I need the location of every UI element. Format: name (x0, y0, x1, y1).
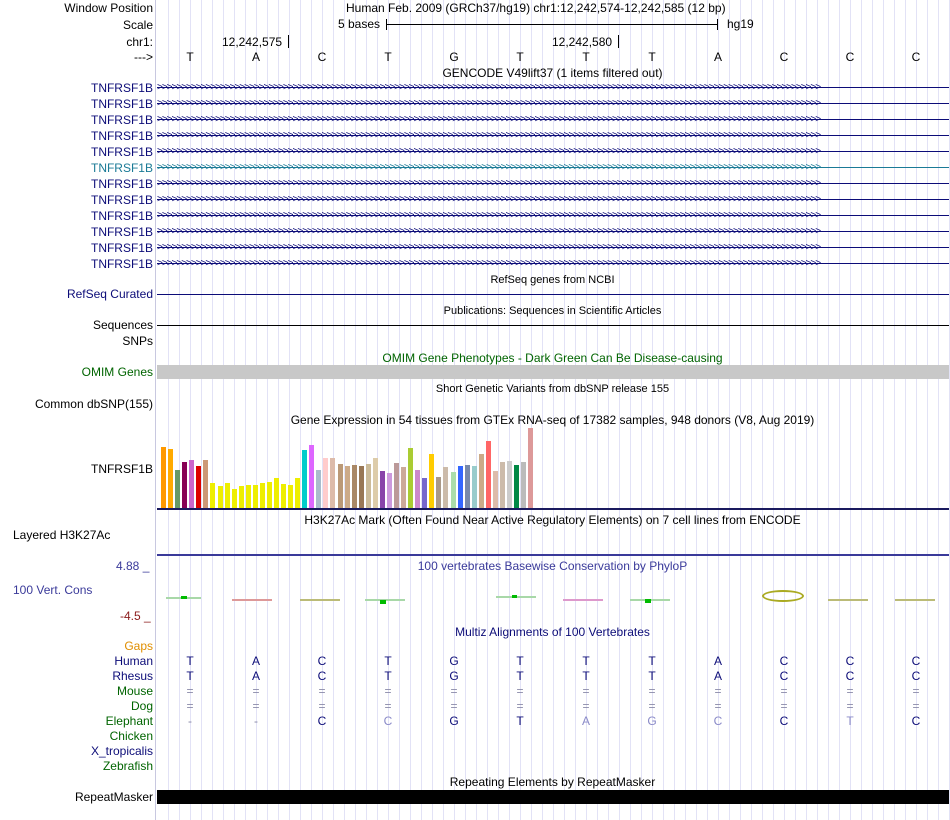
alignment-base: C (911, 669, 921, 683)
strand-arrows: >>>>>>>>>>>>>>>>>>>>>>>>>>>>>>>>>>>>>>>>>>>>>>>>>>>>>>>>>>>>>>>>>>>>>>>>>>>>>>>>>>>>>>>>>>>>>>>>>>>>>>>>>>>>>>>>>>>>>>>>>>>>>>>>>>>>>>>>> (157, 258, 821, 269)
gtex-tissue-bar[interactable] (521, 462, 526, 508)
dna-base: C (317, 50, 327, 64)
window-position-value: Human Feb. 2009 (GRCh37/hg19) chr1:12,242,574-12,242,585 (12 bp) (346, 1, 726, 15)
dbsnp-track-title[interactable]: Short Genetic Variants from dbSNP release 155 (435, 383, 670, 395)
phylop-loop-mark (762, 590, 804, 602)
species-label[interactable]: X_tropicalis (90, 744, 153, 758)
omim-track-title[interactable]: OMIM Gene Phenotypes - Dark Green Can Be Disease-causing (382, 351, 723, 365)
gtex-tissue-bar[interactable] (239, 486, 244, 508)
alignment-base: A (251, 669, 260, 683)
gencode-transcript[interactable] (157, 178, 949, 190)
gtex-tissue-bar[interactable] (507, 461, 512, 508)
dna-base: T (516, 50, 524, 64)
gencode-transcript[interactable] (157, 114, 949, 126)
alignment-base: G (647, 714, 657, 728)
alignment-base: T (186, 669, 194, 683)
coord-label-2: 12,242,580 (552, 35, 613, 49)
strand-arrows: >>>>>>>>>>>>>>>>>>>>>>>>>>>>>>>>>>>>>>>>>>>>>>>>>>>>>>>>>>>>>>>>>>>>>>>>>>>>>>>>>>>>>>>>>>>>>>>>>>>>>>>>>>>>>>>>>>>>>>>>>>>>>>>>>>>>>>>>> (157, 98, 821, 109)
dna-base: T (186, 50, 194, 64)
gtex-tissue-bar[interactable] (458, 466, 463, 508)
species-label[interactable]: Chicken (109, 729, 153, 743)
alignment-base: = (714, 684, 722, 698)
gtex-tissue-bar[interactable] (429, 454, 434, 508)
strand-arrows: >>>>>>>>>>>>>>>>>>>>>>>>>>>>>>>>>>>>>>>>>>>>>>>>>>>>>>>>>>>>>>>>>>>>>>>>>>>>>>>>>>>>>>>>>>>>>>>>>>>>>>>>>>>>>>>>>>>>>>>>>>>>>>>>>>>>>>>>> (157, 130, 821, 141)
alignment-base: = (450, 699, 458, 713)
alignment-base: C (383, 714, 393, 728)
phylop-mark (380, 600, 386, 604)
alignment-base: = (450, 684, 458, 698)
alignment-base: = (912, 699, 920, 713)
gtex-tissue-bar[interactable] (196, 466, 201, 508)
alignment-base: T (582, 654, 590, 668)
scale-label[interactable]: Scale (122, 18, 153, 32)
gtex-tissue-bar[interactable] (394, 463, 399, 508)
strand-arrows: >>>>>>>>>>>>>>>>>>>>>>>>>>>>>>>>>>>>>>>>>>>>>>>>>>>>>>>>>>>>>>>>>>>>>>>>>>>>>>>>>>>>>>>>>>>>>>>>>>>>>>>>>>>>>>>>>>>>>>>>>>>>>>>>>>>>>>>>> (157, 146, 821, 157)
gtex-tissue-bar[interactable] (175, 470, 180, 508)
scale-bar (386, 24, 718, 25)
gencode-transcript-label[interactable]: TNFRSF1B (90, 177, 153, 191)
gtex-tissue-bar[interactable] (366, 464, 371, 508)
coord-label-1: 12,242,575 (222, 35, 283, 49)
alignment-base: = (582, 684, 590, 698)
scale-bar-right-tick (717, 19, 718, 30)
dna-base: T (582, 50, 590, 64)
phylop-mark (512, 595, 517, 598)
alignment-base: T (648, 669, 656, 683)
gencode-transcript-label[interactable]: TNFRSF1B (90, 129, 153, 143)
gencode-transcript[interactable] (157, 242, 949, 254)
gencode-transcript[interactable] (157, 162, 949, 174)
multiz-track-title[interactable]: Multiz Alignments of 100 Vertebrates (455, 625, 650, 639)
alignment-base: = (186, 699, 194, 713)
sequences-label[interactable]: Sequences (92, 318, 153, 332)
gtex-track-title[interactable]: Gene Expression in 54 tissues from GTEx RNA-seq of 17382 samples, 948 donors (V8, Aug 2019) (290, 413, 815, 427)
phylop-mark (181, 596, 187, 599)
phylop-segment (563, 599, 603, 601)
alignment-base: G (449, 714, 459, 728)
gtex-tissue-bar[interactable] (387, 473, 392, 508)
species-label[interactable]: Mouse (116, 684, 153, 698)
chrom-label[interactable]: chr1: (126, 35, 153, 49)
gtex-tissue-bar[interactable] (443, 467, 448, 508)
strand-arrows: >>>>>>>>>>>>>>>>>>>>>>>>>>>>>>>>>>>>>>>>>>>>>>>>>>>>>>>>>>>>>>>>>>>>>>>>>>>>>>>>>>>>>>>>>>>>>>>>>>>>>>>>>>>>>>>>>>>>>>>>>>>>>>>>>>>>>>>>> (157, 210, 821, 221)
gencode-transcript[interactable] (157, 130, 949, 142)
phylop-segment (300, 599, 340, 601)
alignment-base: = (846, 699, 854, 713)
alignment-base: C (845, 669, 855, 683)
track-area-left-border (155, 0, 156, 820)
dna-base: C (845, 50, 855, 64)
gtex-tissue-bar[interactable] (274, 478, 279, 508)
gtex-label[interactable]: TNFRSF1B (90, 462, 153, 476)
window-position-label[interactable]: Window Position (64, 1, 153, 15)
gtex-tissue-bar[interactable] (373, 458, 378, 508)
gtex-tissue-bar[interactable] (345, 466, 350, 508)
gencode-transcript-label[interactable]: TNFRSF1B (90, 145, 153, 159)
phylop-max-label: 4.88 _ (116, 559, 150, 573)
alignment-base: = (912, 684, 920, 698)
publications-track-title[interactable]: Publications: Sequences in Scientific Articles (443, 305, 662, 317)
repeatmasker-label[interactable]: RepeatMasker (74, 790, 153, 804)
alignment-base: A (713, 654, 722, 668)
scale-value: 5 bases (338, 17, 381, 31)
species-label[interactable]: Zebrafish (102, 759, 153, 773)
phylop-segment (828, 599, 868, 601)
gencode-transcript-label[interactable]: TNFRSF1B (90, 193, 153, 207)
strand-arrows: >>>>>>>>>>>>>>>>>>>>>>>>>>>>>>>>>>>>>>>>>>>>>>>>>>>>>>>>>>>>>>>>>>>>>>>>>>>>>>>>>>>>>>>>>>>>>>>>>>>>>>>>>>>>>>>>>>>>>>>>>>>>>>>>>>>>>>>>> (157, 162, 821, 173)
gtex-tissue-bar[interactable] (415, 470, 420, 508)
gaps-label[interactable]: Gaps (124, 639, 153, 653)
strand-arrows: >>>>>>>>>>>>>>>>>>>>>>>>>>>>>>>>>>>>>>>>>>>>>>>>>>>>>>>>>>>>>>>>>>>>>>>>>>>>>>>>>>>>>>>>>>>>>>>>>>>>>>>>>>>>>>>>>>>>>>>>>>>>>>>>>>>>>>>>> (157, 194, 821, 205)
alignment-base: C (779, 714, 789, 728)
gencode-transcript-label[interactable]: TNFRSF1B (90, 113, 153, 127)
alignment-base: = (648, 699, 656, 713)
gtex-tissue-bar[interactable] (288, 485, 293, 508)
gencode-transcript[interactable] (157, 258, 949, 270)
gtex-tissue-bar[interactable] (295, 478, 300, 508)
refseq-label[interactable]: RefSeq Curated (66, 287, 153, 301)
gtex-tissue-bar[interactable] (309, 445, 314, 508)
phylop-segment (895, 599, 935, 601)
alignment-base: = (516, 699, 524, 713)
phylop-min-label: -4.5 _ (120, 609, 151, 623)
alignment-base: = (252, 699, 260, 713)
snps-label[interactable]: SNPs (122, 334, 153, 348)
gencode-transcript[interactable] (157, 226, 949, 238)
gencode-transcript-label[interactable]: TNFRSF1B (90, 97, 153, 111)
repeatmasker-track-title[interactable]: Repeating Elements by RepeatMasker (449, 775, 656, 789)
alignment-base: = (384, 684, 392, 698)
gtex-tissue-bar[interactable] (168, 449, 173, 508)
omim-label[interactable]: OMIM Genes (81, 365, 153, 379)
gencode-transcript[interactable] (157, 194, 949, 206)
alignment-base: A (581, 714, 590, 728)
gtex-tissue-bar[interactable] (323, 458, 328, 508)
gencode-transcript-label[interactable]: TNFRSF1B (90, 161, 153, 175)
alignment-base: A (251, 654, 260, 668)
gtex-tissue-bar[interactable] (500, 462, 505, 508)
gtex-tissue-bar[interactable] (359, 466, 364, 508)
gtex-tissue-bar[interactable] (338, 464, 343, 508)
gencode-transcript[interactable] (157, 82, 949, 94)
coord-tick-2 (618, 35, 619, 48)
alignment-base: C (317, 714, 327, 728)
phylop-track-title[interactable]: 100 vertebrates Basewise Conservation by PhyloP (417, 559, 688, 573)
alignment-base: = (252, 684, 260, 698)
alignment-base: G (449, 654, 459, 668)
species-label[interactable]: Elephant (105, 714, 153, 728)
dna-base: C (779, 50, 789, 64)
alignment-base: C (317, 669, 327, 683)
gtex-tissue-bar[interactable] (260, 483, 265, 508)
gtex-tissue-bar[interactable] (486, 441, 491, 508)
gencode-transcript-label[interactable]: TNFRSF1B (90, 225, 153, 239)
gtex-tissue-bar[interactable] (281, 484, 286, 508)
alignment-base: = (714, 699, 722, 713)
gtex-tissue-bar[interactable] (210, 483, 215, 508)
gtex-tissue-bar[interactable] (246, 485, 251, 508)
alignment-base: T (384, 669, 392, 683)
alignment-base: C (911, 654, 921, 668)
h3k27ac-label[interactable]: Layered H3K27Ac (13, 528, 111, 542)
alignment-base: = (318, 699, 326, 713)
gtex-tissue-bar[interactable] (479, 454, 484, 508)
alignment-base: T (582, 669, 590, 683)
alignment-base: T (186, 654, 194, 668)
alignment-base: = (780, 699, 788, 713)
alignment-base: = (186, 684, 194, 698)
strand-arrows: >>>>>>>>>>>>>>>>>>>>>>>>>>>>>>>>>>>>>>>>>>>>>>>>>>>>>>>>>>>>>>>>>>>>>>>>>>>>>>>>>>>>>>>>>>>>>>>>>>>>>>>>>>>>>>>>>>>>>>>>>>>>>>>>>>>>>>>>> (157, 226, 821, 237)
alignment-base: A (713, 669, 722, 683)
gencode-transcript-label[interactable]: TNFRSF1B (90, 81, 153, 95)
publications-line[interactable] (157, 325, 949, 326)
phylop-label[interactable]: 100 Vert. Cons (13, 583, 93, 597)
alignment-base: C (911, 714, 921, 728)
gencode-transcript-label[interactable]: TNFRSF1B (90, 209, 153, 223)
gtex-tissue-bar[interactable] (203, 460, 208, 508)
alignment-base: = (384, 699, 392, 713)
dna-base: C (911, 50, 921, 64)
gtex-tissue-bar[interactable] (451, 472, 456, 508)
gencode-transcript[interactable] (157, 146, 949, 158)
gtex-tissue-bar[interactable] (225, 483, 230, 508)
gtex-tissue-bar[interactable] (493, 471, 498, 508)
coord-tick-1 (288, 35, 289, 48)
gtex-tissue-bar[interactable] (422, 478, 427, 508)
strand-arrows: >>>>>>>>>>>>>>>>>>>>>>>>>>>>>>>>>>>>>>>>>>>>>>>>>>>>>>>>>>>>>>>>>>>>>>>>>>>>>>>>>>>>>>>>>>>>>>>>>>>>>>>>>>>>>>>>>>>>>>>>>>>>>>>>>>>>>>>>> (157, 82, 821, 93)
alignment-base: C (713, 714, 723, 728)
alignment-base: = (582, 699, 590, 713)
scale-db: hg19 (727, 17, 754, 31)
alignment-base: T (516, 714, 524, 728)
omim-gene-bar[interactable] (157, 365, 949, 379)
alignment-base: - (188, 714, 192, 728)
alignment-base: T (846, 714, 854, 728)
gtex-tissue-bar[interactable] (218, 486, 223, 508)
scale-bar-left-tick (386, 19, 387, 30)
phylop-mark (645, 599, 651, 603)
alignment-base: C (779, 654, 789, 668)
gtex-tissue-bar[interactable] (352, 465, 357, 508)
h3k27ac-baseline (157, 554, 949, 556)
species-label[interactable]: Rhesus (112, 669, 153, 683)
gtex-tissue-bar[interactable] (528, 428, 533, 508)
refseq-track-title[interactable]: RefSeq genes from NCBI (490, 274, 615, 286)
gencode-transcript-label[interactable]: TNFRSF1B (90, 241, 153, 255)
dna-base: T (648, 50, 656, 64)
alignment-base: C (845, 654, 855, 668)
phylop-segment (232, 599, 272, 601)
strand-label[interactable]: ---> (134, 50, 153, 64)
alignment-base: = (846, 684, 854, 698)
dna-base: A (713, 50, 722, 64)
alignment-base: = (516, 684, 524, 698)
gtex-tissue-bar[interactable] (316, 470, 321, 508)
gtex-tissue-bar[interactable] (253, 485, 258, 508)
gtex-tissue-bar[interactable] (182, 462, 187, 508)
gtex-tissue-bar[interactable] (401, 467, 406, 508)
gencode-transcript[interactable] (157, 210, 949, 222)
repeatmasker-bar[interactable] (157, 790, 949, 804)
alignment-base: T (384, 654, 392, 668)
gencode-transcript-label[interactable]: TNFRSF1B (90, 257, 153, 271)
gtex-tissue-bar[interactable] (514, 465, 519, 508)
gtex-tissue-bar[interactable] (330, 458, 335, 508)
refseq-gene-line[interactable] (157, 294, 949, 295)
gtex-baseline (157, 508, 949, 510)
gtex-tissue-bar[interactable] (232, 489, 237, 508)
strand-arrows: >>>>>>>>>>>>>>>>>>>>>>>>>>>>>>>>>>>>>>>>>>>>>>>>>>>>>>>>>>>>>>>>>>>>>>>>>>>>>>>>>>>>>>>>>>>>>>>>>>>>>>>>>>>>>>>>>>>>>>>>>>>>>>>>>>>>>>>>> (157, 242, 821, 253)
dbsnp-label[interactable]: Common dbSNP(155) (34, 397, 153, 411)
h3k27ac-track-title[interactable]: H3K27Ac Mark (Often Found Near Active Regulatory Elements) on 7 cell lines from ENCODE (304, 513, 801, 527)
alignment-base: = (318, 684, 326, 698)
gencode-transcript[interactable] (157, 98, 949, 110)
gtex-tissue-bar[interactable] (189, 460, 194, 508)
alignment-base: = (780, 684, 788, 698)
gtex-tissue-bar[interactable] (465, 465, 470, 508)
gtex-tissue-bar[interactable] (472, 466, 477, 508)
strand-arrows: >>>>>>>>>>>>>>>>>>>>>>>>>>>>>>>>>>>>>>>>>>>>>>>>>>>>>>>>>>>>>>>>>>>>>>>>>>>>>>>>>>>>>>>>>>>>>>>>>>>>>>>>>>>>>>>>>>>>>>>>>>>>>>>>>>>>>>>>> (157, 114, 821, 125)
dna-base: G (449, 50, 459, 64)
gtex-tissue-bar[interactable] (436, 477, 441, 508)
species-label[interactable]: Human (114, 654, 153, 668)
alignment-base: T (516, 654, 524, 668)
alignment-base: G (449, 669, 459, 683)
alignment-base: C (779, 669, 789, 683)
dna-base: A (251, 50, 260, 64)
gtex-tissue-bar[interactable] (267, 482, 272, 508)
gtex-tissue-bar[interactable] (408, 448, 413, 508)
alignment-base: T (516, 669, 524, 683)
gtex-tissue-bar[interactable] (302, 450, 307, 508)
alignment-base: C (317, 654, 327, 668)
alignment-base: - (254, 714, 258, 728)
dna-base: T (384, 50, 392, 64)
strand-arrows: >>>>>>>>>>>>>>>>>>>>>>>>>>>>>>>>>>>>>>>>>>>>>>>>>>>>>>>>>>>>>>>>>>>>>>>>>>>>>>>>>>>>>>>>>>>>>>>>>>>>>>>>>>>>>>>>>>>>>>>>>>>>>>>>>>>>>>>>> (157, 178, 821, 189)
gtex-tissue-bar[interactable] (380, 471, 385, 508)
gtex-tissue-bar[interactable] (161, 447, 166, 508)
species-label[interactable]: Dog (130, 699, 153, 713)
alignment-base: T (648, 654, 656, 668)
gencode-track-title[interactable]: GENCODE V49lift37 (1 items filtered out) (442, 66, 663, 80)
alignment-base: = (648, 684, 656, 698)
